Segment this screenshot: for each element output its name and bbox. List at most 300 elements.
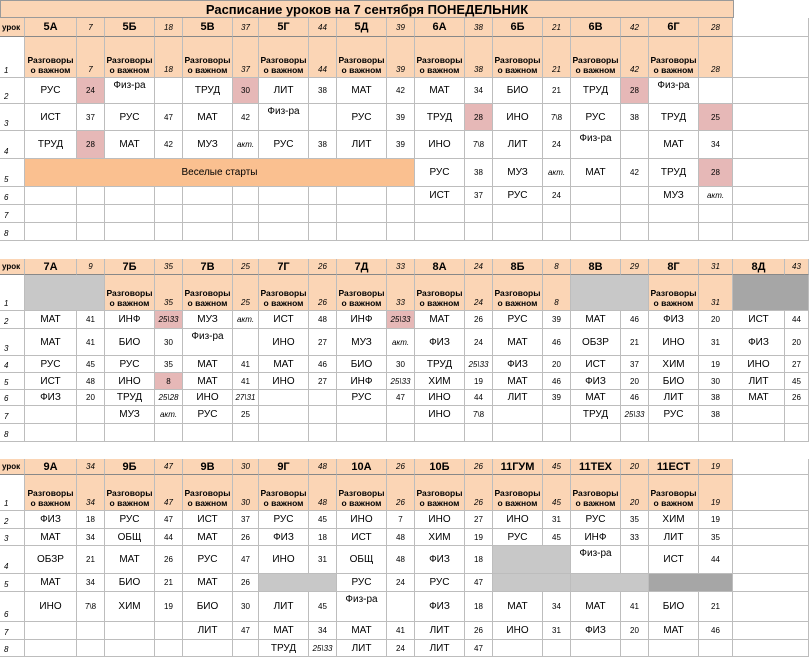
subject: Разговоры bbox=[494, 488, 541, 498]
room-number: 20 bbox=[621, 373, 649, 390]
room-number: 38 bbox=[621, 104, 649, 131]
subject-cell bbox=[25, 223, 77, 241]
razgovory-cell bbox=[337, 37, 387, 78]
subject: Разговоры bbox=[416, 488, 463, 498]
room-number bbox=[465, 424, 493, 442]
lesson-number: 3 bbox=[0, 329, 25, 356]
room-number bbox=[543, 223, 571, 241]
subject-cell: ФИЗ bbox=[259, 529, 309, 546]
room-number bbox=[621, 223, 649, 241]
subject: Разговоры bbox=[106, 488, 153, 498]
subject-cell: МАТ bbox=[25, 574, 77, 592]
lesson-number: 5 bbox=[0, 373, 25, 390]
room-number bbox=[77, 640, 105, 657]
room-number bbox=[309, 187, 337, 205]
empty-cell bbox=[733, 159, 809, 187]
class-room: 25 bbox=[233, 259, 259, 275]
subject-cell: ТРУД bbox=[415, 356, 465, 373]
page-title: Расписание уроков на 7 сентября ПОНЕДЕЛЬНИК bbox=[0, 0, 734, 18]
room-number: 47 bbox=[155, 511, 183, 529]
room-number bbox=[155, 640, 183, 657]
subject-cell bbox=[259, 406, 309, 424]
room-number bbox=[77, 424, 105, 442]
room-number: 44 bbox=[699, 546, 733, 574]
room-number: 19 bbox=[465, 529, 493, 546]
subject-cell bbox=[25, 205, 77, 223]
subject-cell: МАТ bbox=[649, 622, 699, 640]
class-room: 34 bbox=[77, 459, 105, 475]
room-number: 48 bbox=[309, 311, 337, 329]
subject: о важном bbox=[419, 498, 460, 508]
subject-cell: РУС bbox=[415, 159, 465, 187]
room-number bbox=[233, 424, 259, 442]
room-number bbox=[309, 205, 337, 223]
room-number: 26 bbox=[465, 475, 493, 511]
subject-cell: ИНО bbox=[493, 622, 543, 640]
room-number: 45 bbox=[543, 475, 571, 511]
subject: Разговоры bbox=[260, 55, 307, 65]
empty-cell bbox=[733, 187, 809, 205]
subject-cell: ОБЗР bbox=[571, 329, 621, 356]
room-number bbox=[233, 187, 259, 205]
room-number: 26 bbox=[465, 622, 493, 640]
subject-cell: МУЗ bbox=[105, 406, 155, 424]
subject-cell: ИНФ bbox=[337, 311, 387, 329]
class-room: 39 bbox=[387, 18, 415, 37]
subject-cell: РУС bbox=[259, 511, 309, 529]
lesson-number: 4 bbox=[0, 356, 25, 373]
room-number: 21 bbox=[155, 574, 183, 592]
room-number bbox=[387, 187, 415, 205]
room-number bbox=[543, 640, 571, 657]
class-room: 31 bbox=[699, 259, 733, 275]
room-number: 24 bbox=[77, 78, 105, 104]
room-number: 28 bbox=[699, 37, 733, 78]
room-number: 7 bbox=[77, 37, 105, 78]
subject-cell: ИСТ bbox=[649, 546, 699, 574]
lesson-number: 8 bbox=[0, 223, 25, 241]
room-number: 37 bbox=[233, 511, 259, 529]
subject-cell: ЛИТ bbox=[259, 592, 309, 622]
subject: о важном bbox=[497, 498, 538, 508]
room-number: 39 bbox=[387, 104, 415, 131]
subject: о важном bbox=[341, 498, 382, 508]
class-room: 29 bbox=[621, 259, 649, 275]
subject-cell: ИСТ bbox=[733, 311, 785, 329]
room-number: 20 bbox=[785, 329, 809, 356]
subject-cell bbox=[415, 223, 465, 241]
room-number: 35 bbox=[621, 511, 649, 529]
room-number: 24 bbox=[543, 187, 571, 205]
room-number: 38 bbox=[309, 78, 337, 104]
lesson-number: 6 bbox=[0, 187, 25, 205]
room-number bbox=[155, 622, 183, 640]
room-number: 19 bbox=[155, 592, 183, 622]
subject-cell: МАТ bbox=[105, 546, 155, 574]
subject-cell: ИНФ bbox=[105, 311, 155, 329]
subject-cell: ИСТ bbox=[259, 311, 309, 329]
subject-cell: Физ-ра bbox=[649, 78, 699, 104]
room-number: 46 bbox=[543, 373, 571, 390]
class-room: 38 bbox=[465, 18, 493, 37]
empty-cell bbox=[733, 275, 809, 311]
subject: Разговоры bbox=[494, 288, 541, 298]
subject: Разговоры bbox=[106, 55, 153, 65]
room-number bbox=[699, 424, 733, 442]
room-number: 45 bbox=[785, 373, 809, 390]
subject-cell: МУЗ bbox=[183, 311, 233, 329]
class-room: 43 bbox=[785, 259, 809, 275]
room-number: 25\33 bbox=[387, 311, 415, 329]
subject-cell: ИНО bbox=[259, 373, 309, 390]
room-number: 30 bbox=[699, 373, 733, 390]
room-number: 47 bbox=[387, 390, 415, 406]
subject-cell: ИНО bbox=[415, 390, 465, 406]
room-number bbox=[233, 640, 259, 657]
class-room: 19 bbox=[699, 459, 733, 475]
room-number: 20 bbox=[699, 311, 733, 329]
room-number bbox=[309, 104, 337, 131]
subject-cell: ЛИТ bbox=[493, 131, 543, 159]
subject-cell bbox=[337, 187, 387, 205]
subject-cell bbox=[259, 390, 309, 406]
room-number: 25\33 bbox=[621, 406, 649, 424]
class-room: 20 bbox=[621, 459, 649, 475]
subject-cell: МАТ bbox=[733, 390, 785, 406]
subject-cell bbox=[25, 424, 77, 442]
room-number: 19 bbox=[465, 373, 493, 390]
subject-cell: Физ-ра bbox=[105, 78, 155, 104]
subject-cell: ИНО bbox=[337, 511, 387, 529]
room-number: 37 bbox=[77, 104, 105, 131]
class-header: 9А bbox=[25, 459, 77, 475]
empty-cell bbox=[733, 475, 809, 511]
room-number bbox=[77, 187, 105, 205]
room-number: 45 bbox=[543, 529, 571, 546]
razgovory-cell bbox=[415, 37, 465, 78]
lesson-number: 3 bbox=[0, 529, 25, 546]
room-number: 27 bbox=[465, 511, 493, 529]
room-number: 21 bbox=[77, 546, 105, 574]
urok-label: урок bbox=[0, 459, 25, 475]
room-number: 26 bbox=[309, 275, 337, 311]
subject-cell: Физ-ра bbox=[571, 131, 621, 159]
subject-cell bbox=[25, 187, 77, 205]
empty-cell bbox=[733, 529, 809, 546]
subject-cell: РУС bbox=[105, 356, 155, 373]
subject-cell: МАТ bbox=[649, 131, 699, 159]
subject-cell: ТРУД bbox=[571, 78, 621, 104]
room-number: 34 bbox=[77, 529, 105, 546]
room-number: 38 bbox=[465, 159, 493, 187]
room-number: 41 bbox=[233, 356, 259, 373]
room-number: 31 bbox=[309, 546, 337, 574]
room-number: 48 bbox=[387, 546, 415, 574]
subject: Разговоры bbox=[260, 288, 307, 298]
room-number: 48 bbox=[387, 529, 415, 546]
subject-cell: ФИЗ bbox=[25, 511, 77, 529]
subject-cell: ИНФ bbox=[337, 373, 387, 390]
room-number: 46 bbox=[621, 311, 649, 329]
subject-cell: ТРУД bbox=[649, 159, 699, 187]
room-number: 48 bbox=[77, 373, 105, 390]
subject-cell: ИСТ bbox=[25, 104, 77, 131]
razgovory-cell bbox=[649, 37, 699, 78]
subject-cell: РУС bbox=[25, 356, 77, 373]
room-number: 28 bbox=[699, 159, 733, 187]
room-number bbox=[621, 424, 649, 442]
subject: Разговоры bbox=[416, 288, 463, 298]
room-number: 25\33 bbox=[155, 311, 183, 329]
subject: о важном bbox=[653, 65, 694, 75]
subject-cell bbox=[105, 640, 155, 657]
class-header: 11ТЕХ bbox=[571, 459, 621, 475]
subject-cell bbox=[337, 406, 387, 424]
room-number: 27 bbox=[309, 329, 337, 356]
subject-cell: ХИМ bbox=[415, 373, 465, 390]
subject: о важном bbox=[419, 65, 460, 75]
razgovory-cell bbox=[259, 37, 309, 78]
subject-cell: ИНО bbox=[733, 356, 785, 373]
empty-cell bbox=[733, 205, 809, 223]
room-number: 34 bbox=[77, 574, 105, 592]
subject: о важном bbox=[263, 298, 304, 308]
class-header: 9В bbox=[183, 459, 233, 475]
subject-cell: ХИМ bbox=[415, 529, 465, 546]
subject-cell bbox=[493, 205, 543, 223]
class-room: 37 bbox=[233, 18, 259, 37]
room-number bbox=[543, 424, 571, 442]
class-header: 8В bbox=[571, 259, 621, 275]
subject-cell: ИНО bbox=[415, 131, 465, 159]
razgovory-cell bbox=[105, 275, 155, 311]
subject-cell: РУС bbox=[493, 529, 543, 546]
razgovory-cell bbox=[25, 37, 77, 78]
room-number: 33 bbox=[387, 275, 415, 311]
subject: Разговоры bbox=[106, 288, 153, 298]
empty-cell bbox=[493, 574, 571, 592]
class-room: 30 bbox=[233, 459, 259, 475]
room-number: 44 bbox=[155, 529, 183, 546]
subject-cell bbox=[259, 205, 309, 223]
class-room: 24 bbox=[465, 259, 493, 275]
room-number bbox=[699, 640, 733, 657]
subject-cell: РУС bbox=[337, 390, 387, 406]
room-number: акт. bbox=[543, 159, 571, 187]
room-number: 18 bbox=[77, 511, 105, 529]
room-number bbox=[387, 205, 415, 223]
class-room: 18 bbox=[155, 18, 183, 37]
subject: о важном bbox=[575, 65, 616, 75]
subject-cell: РУС bbox=[649, 406, 699, 424]
subject-cell bbox=[25, 640, 77, 657]
room-number bbox=[621, 546, 649, 574]
subject-cell: МАТ bbox=[571, 390, 621, 406]
subject-cell: Физ-ра bbox=[183, 329, 233, 356]
room-number: 28 bbox=[77, 131, 105, 159]
room-number: 35 bbox=[155, 275, 183, 311]
subject: о важном bbox=[109, 298, 150, 308]
subject: Разговоры bbox=[572, 55, 619, 65]
subject-cell bbox=[571, 223, 621, 241]
subject-cell bbox=[733, 424, 785, 442]
room-number: 39 bbox=[387, 131, 415, 159]
room-number: 34 bbox=[543, 592, 571, 622]
subject-cell: ТРУД bbox=[571, 406, 621, 424]
room-number bbox=[155, 187, 183, 205]
subject-cell: РУС bbox=[571, 104, 621, 131]
room-number: 45 bbox=[77, 356, 105, 373]
subject-cell: ИСТ bbox=[415, 187, 465, 205]
razgovory-cell bbox=[337, 275, 387, 311]
room-number: 27\31 bbox=[233, 390, 259, 406]
subject-cell: МАТ bbox=[337, 78, 387, 104]
subject-cell: ИНО bbox=[183, 390, 233, 406]
room-number: 30 bbox=[233, 475, 259, 511]
empty-cell bbox=[733, 640, 809, 657]
room-number: 30 bbox=[387, 356, 415, 373]
subject-cell: МАТ bbox=[25, 529, 77, 546]
subject-cell: РУС bbox=[25, 78, 77, 104]
lesson-number: 6 bbox=[0, 592, 25, 622]
subject: о важном bbox=[419, 298, 460, 308]
lesson-number: 1 bbox=[0, 37, 25, 78]
room-number: 31 bbox=[543, 511, 571, 529]
subject-cell bbox=[259, 424, 309, 442]
subject-cell: Физ-ра bbox=[571, 546, 621, 574]
subject-cell: ФИЗ bbox=[571, 622, 621, 640]
empty-cell bbox=[649, 574, 733, 592]
subject-cell bbox=[571, 640, 621, 657]
subject: о важном bbox=[497, 298, 538, 308]
lesson-number: 1 bbox=[0, 275, 25, 311]
room-number: 25\28 bbox=[155, 390, 183, 406]
subject-cell: ИНО bbox=[259, 329, 309, 356]
class-room: 33 bbox=[387, 259, 415, 275]
room-number bbox=[465, 205, 493, 223]
subject-cell: РУС bbox=[105, 511, 155, 529]
class-room: 48 bbox=[309, 459, 337, 475]
room-number: 7 bbox=[387, 511, 415, 529]
room-number bbox=[155, 205, 183, 223]
room-number: 45 bbox=[309, 511, 337, 529]
subject-cell: ИСТ bbox=[183, 511, 233, 529]
room-number: 27 bbox=[309, 373, 337, 390]
subject-cell: ОБЩ bbox=[337, 546, 387, 574]
room-number: 20 bbox=[77, 390, 105, 406]
subject-cell: МАТ bbox=[415, 311, 465, 329]
subject: Разговоры bbox=[572, 488, 619, 498]
subject-cell: ЛИТ bbox=[183, 622, 233, 640]
subject: о важном bbox=[187, 65, 228, 75]
room-number: 47 bbox=[155, 475, 183, 511]
empty-cell bbox=[733, 37, 809, 78]
room-number: 18 bbox=[465, 592, 493, 622]
room-number bbox=[387, 223, 415, 241]
subject-cell: ИНО bbox=[493, 511, 543, 529]
lesson-number: 7 bbox=[0, 205, 25, 223]
room-number bbox=[621, 187, 649, 205]
subject-cell: ФИЗ bbox=[415, 546, 465, 574]
class-header: 6В bbox=[571, 18, 621, 37]
subject: Разговоры bbox=[494, 55, 541, 65]
room-number: 35 bbox=[699, 529, 733, 546]
subject-cell: ФИЗ bbox=[733, 329, 785, 356]
room-number: 34 bbox=[465, 78, 493, 104]
subject-cell: ИНО bbox=[415, 511, 465, 529]
room-number: 30 bbox=[233, 78, 259, 104]
class-header: 10Б bbox=[415, 459, 465, 475]
room-number: 39 bbox=[543, 390, 571, 406]
room-number: 38 bbox=[699, 390, 733, 406]
subject-cell bbox=[493, 406, 543, 424]
class-header: 8А bbox=[415, 259, 465, 275]
subject: о важном bbox=[497, 65, 538, 75]
room-number: 46 bbox=[309, 356, 337, 373]
subject-cell bbox=[183, 640, 233, 657]
lesson-number: 8 bbox=[0, 640, 25, 657]
room-number: 25 bbox=[233, 275, 259, 311]
razgovory-cell bbox=[259, 475, 309, 511]
subject: о важном bbox=[187, 298, 228, 308]
subject: о важном bbox=[30, 65, 71, 75]
lesson-number: 4 bbox=[0, 546, 25, 574]
room-number: 31 bbox=[699, 329, 733, 356]
subject-cell bbox=[571, 424, 621, 442]
room-number: 47 bbox=[233, 546, 259, 574]
lesson-number: 1 bbox=[0, 475, 25, 511]
room-number: 18 bbox=[155, 37, 183, 78]
class-header: 5Б bbox=[105, 18, 155, 37]
subject: Разговоры bbox=[650, 288, 697, 298]
room-number: 7\8 bbox=[77, 592, 105, 622]
room-number: акт. bbox=[387, 329, 415, 356]
lesson-number: 2 bbox=[0, 78, 25, 104]
subject-cell: ИНО bbox=[415, 406, 465, 424]
subject-cell: ФИЗ bbox=[415, 329, 465, 356]
room-number: 21 bbox=[699, 592, 733, 622]
subject-cell bbox=[415, 205, 465, 223]
empty-cell bbox=[733, 18, 809, 37]
subject-cell: МАТ bbox=[571, 159, 621, 187]
room-number: 47 bbox=[465, 574, 493, 592]
subject-cell: ТРУД bbox=[415, 104, 465, 131]
subject: Разговоры bbox=[338, 488, 385, 498]
subject-cell: БИО bbox=[183, 592, 233, 622]
room-number: 25 bbox=[699, 104, 733, 131]
subject-cell bbox=[25, 406, 77, 424]
subject-cell bbox=[25, 622, 77, 640]
room-number bbox=[309, 223, 337, 241]
room-number: 19 bbox=[699, 511, 733, 529]
class-header: 6А bbox=[415, 18, 465, 37]
room-number bbox=[233, 205, 259, 223]
subject-cell: Физ-ра bbox=[337, 592, 387, 622]
class-room: 26 bbox=[309, 259, 337, 275]
room-number: 25\33 bbox=[465, 356, 493, 373]
razgovory-cell bbox=[183, 275, 233, 311]
lesson-number: 2 bbox=[0, 511, 25, 529]
room-number: 35 bbox=[155, 356, 183, 373]
subject-cell: МАТ bbox=[105, 131, 155, 159]
room-number: 39 bbox=[387, 37, 415, 78]
subject: Разговоры bbox=[184, 488, 231, 498]
razgovory-cell bbox=[25, 475, 77, 511]
room-number: 42 bbox=[233, 104, 259, 131]
empty-cell bbox=[733, 511, 809, 529]
subject-cell bbox=[183, 205, 233, 223]
subject-cell: ЛИТ bbox=[337, 131, 387, 159]
